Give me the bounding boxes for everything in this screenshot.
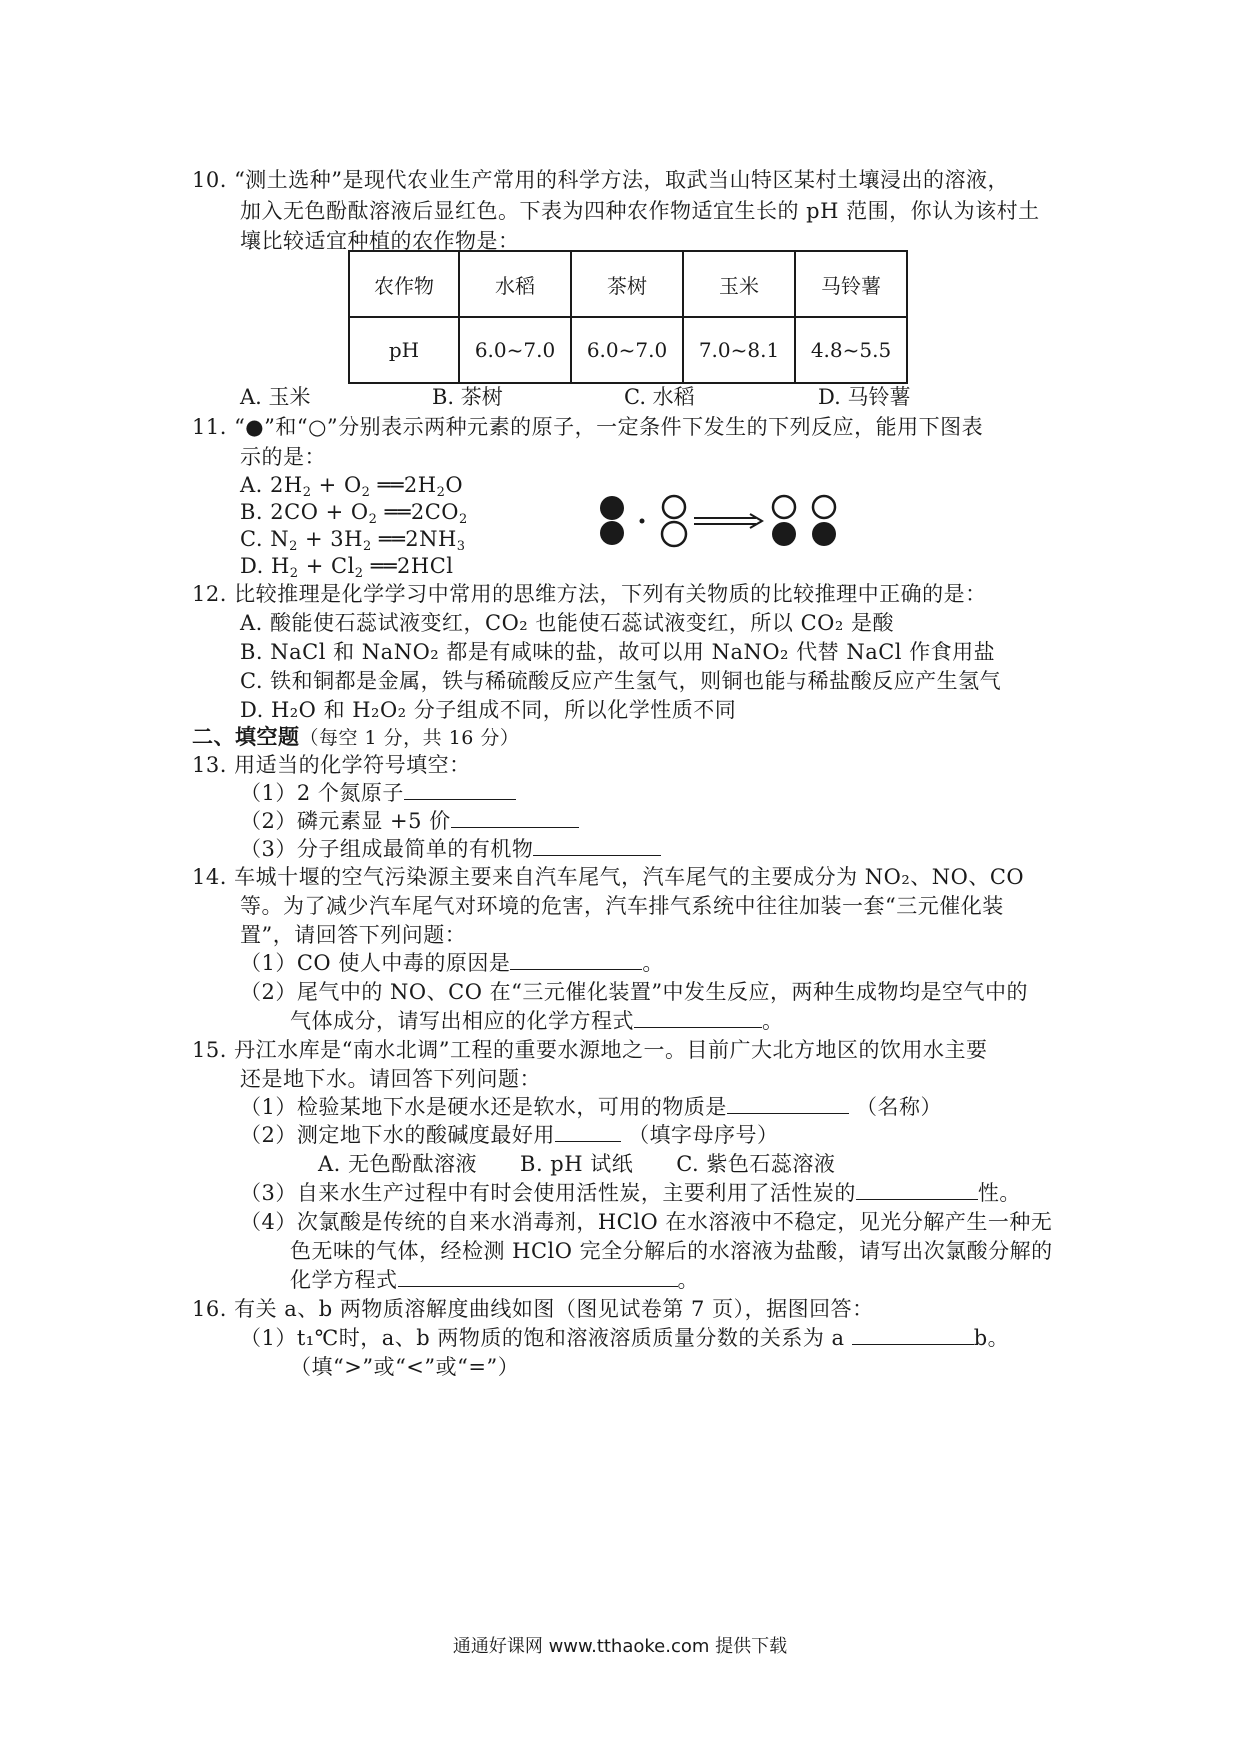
q14-part2a: （2）尾气中的 NO、CO 在“三元催化装置”中发生反应，两种生成物均是空气中的 bbox=[240, 980, 1029, 1004]
section-heading: 二、填空题（每空 1 分，共 16 分） bbox=[192, 724, 520, 749]
q14-part2b: 气体成分，请写出相应的化学方程式 。 bbox=[290, 1009, 784, 1033]
q16-part1-note: （填“>”或“<”或“=”） bbox=[290, 1355, 520, 1379]
q10-option-d: D. 马铃薯 bbox=[818, 385, 911, 409]
q15-part4b: 色无味的气体，经检测 HClO 完全分解后的水溶液为盐酸，请写出次氯酸分解的 bbox=[290, 1239, 1053, 1263]
answer-blank[interactable] bbox=[634, 1007, 762, 1028]
q10-line1: 10. “测土选种”是现代农业生产常用的科学方法，取武当山特区某村土壤浸出的溶液， bbox=[192, 168, 1010, 192]
table-cell: pH bbox=[349, 317, 459, 383]
q16-line1: 16. 有关 a、b 两物质溶解度曲线如图（图见试卷第 7 页），据图回答： bbox=[192, 1297, 874, 1321]
q13-line1: 13. 用适当的化学符号填空： bbox=[192, 753, 471, 777]
q11-line1: 11. “●”和“○”分别表示两种元素的原子，一定条件下发生的下列反应，能用下图表 bbox=[192, 415, 984, 439]
reactant-white-molecule bbox=[662, 496, 686, 546]
table-header-cell: 水稻 bbox=[459, 251, 571, 317]
q10-option-c: C. 水稻 bbox=[624, 385, 695, 409]
q14-part1: （1）CO 使人中毒的原因是 。 bbox=[240, 951, 664, 975]
table-header-cell: 茶树 bbox=[571, 251, 683, 317]
product-molecule-1 bbox=[772, 496, 796, 546]
q10-option-b: B. 茶树 bbox=[432, 385, 503, 409]
answer-blank[interactable] bbox=[533, 835, 661, 856]
answer-blank[interactable] bbox=[451, 807, 579, 828]
q15-line2: 还是地下水。请回答下列问题： bbox=[240, 1067, 541, 1091]
reaction-arrow bbox=[694, 514, 762, 528]
table-cell: 6.0~7.0 bbox=[571, 317, 683, 383]
q11-option-a: A. $2H_2 + O_2$ $══2H_2O$ bbox=[240, 473, 464, 500]
q11-option-b: B. $2CO + O_2$ $══2CO_2$ bbox=[240, 500, 468, 527]
q12-option-c: C. 铁和铜都是金属，铁与稀硫酸反应产生氢气，则铜也能与稀盐酸反应产生氢气 bbox=[240, 669, 1002, 693]
q15-part2-options: A. 无色酚酞溶液 B. pH 试纸 C. 紫色石蕊溶液 bbox=[318, 1152, 836, 1176]
q13-part3: （3）分子组成最简单的有机物 bbox=[240, 834, 661, 864]
reaction-diagram bbox=[590, 488, 860, 558]
q12-option-a: A. 酸能使石蕊试液变红，CO₂ 也能使石蕊试液变红，所以 CO₂ 是酸 bbox=[240, 611, 894, 635]
q14-line1: 14. 车城十堰的空气污染源主要来自汽车尾气，汽车尾气的主要成分为 NO₂、NO、CO bbox=[192, 865, 1025, 889]
answer-blank[interactable] bbox=[398, 1266, 678, 1287]
q15-part2: （2）测定地下水的酸碱度最好用 （填字母序号） bbox=[240, 1123, 779, 1147]
q13-part1: （1）2 个氮原子 bbox=[240, 778, 516, 808]
table-cell: 6.0~7.0 bbox=[459, 317, 571, 383]
q10-line2: 加入无色酚酞溶液后显红色。下表为四种农作物适宜生长的 pH 范围，你认为该村土 bbox=[240, 199, 1040, 223]
q10-line3: 壤比较适宜种植的农作物是： bbox=[240, 229, 520, 253]
answer-blank[interactable] bbox=[555, 1121, 621, 1142]
q15-part4c: 化学方程式 。 bbox=[290, 1268, 699, 1292]
q15-part1: （1）检验某地下水是硬水还是软水，可用的物质是 （名称） bbox=[240, 1095, 943, 1119]
table-header-cell: 玉米 bbox=[683, 251, 795, 317]
answer-blank[interactable] bbox=[856, 1179, 978, 1200]
q11-option-d: D. $H_2 + Cl_2$ ══2HCl bbox=[240, 554, 454, 581]
table-cell: 4.8~5.5 bbox=[795, 317, 907, 383]
q15-part4a: （4）次氯酸是传统的自来水消毒剂，HClO 在水溶液中不稳定，见光分解产生一种无 bbox=[240, 1210, 1053, 1234]
q12-option-d: D. H₂O 和 H₂O₂ 分子组成不同，所以化学性质不同 bbox=[240, 698, 737, 722]
q13-part2: （2）磷元素显 +5 价 bbox=[240, 806, 579, 836]
q11-line2: 示的是： bbox=[240, 445, 326, 469]
table-header-cell: 农作物 bbox=[349, 251, 459, 317]
q12-line1: 12. 比较推理是化学学习中常用的思维方法，下列有关物质的比较推理中正确的是： bbox=[192, 582, 987, 606]
footer-text: 通通好课网 www.tthaoke.com 提供下载 bbox=[452, 1636, 788, 1657]
answer-blank[interactable] bbox=[404, 779, 516, 800]
table-header-cell: 马铃薯 bbox=[795, 251, 907, 317]
q12-option-b: B. NaCl 和 NaNO₂ 都是有咸味的盐，故可以用 NaNO₂ 代替 NaCl 作食用盐 bbox=[240, 640, 996, 664]
plus-dot bbox=[640, 519, 645, 524]
q11-option-c: C. $N_2 + 3H_2$ $══2NH_3$ bbox=[240, 527, 466, 554]
q10-option-a: A. 玉米 bbox=[240, 385, 311, 409]
answer-blank[interactable] bbox=[510, 949, 642, 970]
product-molecule-2 bbox=[812, 496, 836, 546]
q16-part1: （1）t₁℃时，a、b 两物质的饱和溶液溶质质量分数的关系为 a b。 bbox=[240, 1326, 1010, 1350]
q14-line3: 置”，请回答下列问题： bbox=[240, 923, 467, 947]
ph-table bbox=[348, 250, 908, 384]
answer-blank[interactable] bbox=[852, 1324, 974, 1345]
q15-part3: （3）自来水生产过程中有时会使用活性炭，主要利用了活性炭的 性。 bbox=[240, 1181, 1021, 1205]
q15-line1: 15. 丹江水库是“南水北调”工程的重要水源地之一。目前广大北方地区的饮用水主要 bbox=[192, 1038, 988, 1062]
reactant-black-molecule bbox=[600, 496, 624, 545]
answer-blank[interactable] bbox=[727, 1093, 849, 1114]
q14-line2: 等。为了减少汽车尾气对环境的危害，汽车排气系统中往往加装一套“三元催化装 bbox=[240, 894, 1004, 918]
table-cell: 7.0~8.1 bbox=[683, 317, 795, 383]
